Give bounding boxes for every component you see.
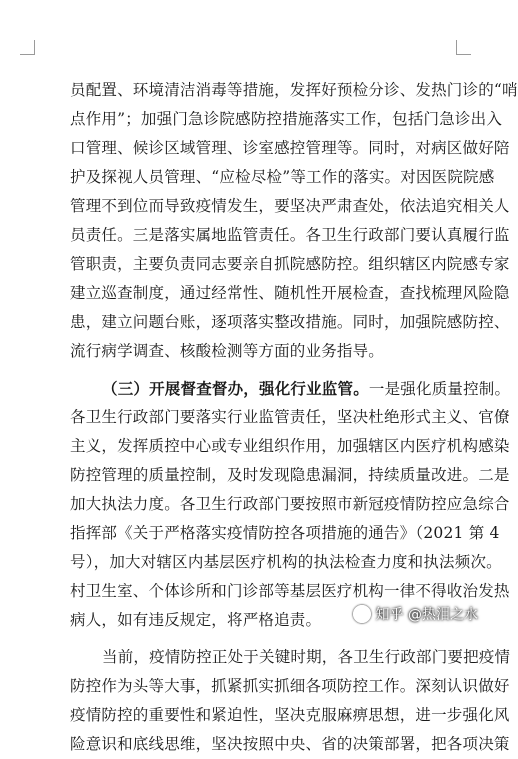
- text-line: 加大执法力度。各卫生行政部门要按照市新冠疫情防控应急综合: [70, 495, 510, 513]
- section-heading-line: [70, 374, 511, 403]
- text-line: 管理不到位而导致疫情发生，要坚决严肃查处，依法追究相关人: [70, 197, 510, 215]
- text-line: 护及探视人员管理、“应检尽检”等工作的落实。对因医院院感: [70, 168, 495, 186]
- crop-mark-top-right: [456, 40, 471, 55]
- text-line: 疫情防控的重要性和紧迫性，坚决克服麻痹思想，进一步强化风: [70, 706, 510, 724]
- document-body: [70, 76, 518, 759]
- text-line: 员配置、环境清洁消毒等措施，发挥好预检分诊、发热门诊的“哨: [70, 81, 518, 99]
- text-line: 点作用”；加强门急诊院感防控措施落实工作，包括门急诊出入: [70, 110, 503, 128]
- section-heading: （三）开展督查督办，强化行业监管。: [102, 379, 369, 398]
- text-line: 建立巡查制度，通过经常性、随机性开展检查，查找梳理风险隐: [70, 284, 510, 302]
- text-line: 当前，疫情防控正处于关键时期，各卫生行政部门要把疫情: [102, 648, 511, 666]
- text-line: 号），加大对辖区内基层医疗机构的执法检查力度和执法频次。: [70, 553, 502, 571]
- crop-mark-top-left: [20, 40, 35, 55]
- text-line: 村卫生室、个体诊所和门诊部等基层医疗机构一律不得收治发热: [70, 582, 510, 600]
- watermark-text: 知乎 @热泪之水: [375, 607, 478, 623]
- text-fragment: 一是强化质量控制。: [368, 380, 511, 398]
- text-line: 防控作为头等大事，抓紧抓实抓细各项防控工作。深刻认识做好: [70, 677, 510, 695]
- text-line: 管职责，主要负责同志要亲自抓院感防控。组织辖区内院感专家: [70, 255, 510, 273]
- text-line: 各卫生行政部门要落实行业监管责任，坚决杜绝形式主义、官僚: [70, 408, 510, 426]
- zhihu-logo-icon: [353, 605, 371, 623]
- text-line: 患，建立问题台账，逐项落实整改措施。同时，加强院感防控、: [70, 313, 510, 331]
- zhihu-watermark: [353, 601, 478, 627]
- text-line: 口管理、候诊区域管理、诊室感控管理等。同时，对病区做好陪: [70, 139, 510, 157]
- text-line: 主义，发挥质控中心或专业组织作用，加强辖区内医疗机构感染: [70, 437, 510, 455]
- text-line: 员责任。三是落实属地监管责任。各卫生行政部门要认真履行监: [70, 226, 510, 244]
- text-line: 指挥部《关于严格落实疫情防控各项措施的通告》（2021 第 4: [70, 524, 500, 542]
- text-line: 险意识和底线思维，坚决按照中央、省的决策部署，把各项决策: [70, 735, 510, 753]
- text-line: 流行病学调查、核酸检测等方面的业务指导。: [70, 342, 385, 360]
- text-line: 病人，如有违反规定，将严格追责。: [70, 611, 322, 629]
- text-line: 防控管理的质量控制，及时发现隐患漏洞，持续质量改进。二是: [70, 466, 510, 484]
